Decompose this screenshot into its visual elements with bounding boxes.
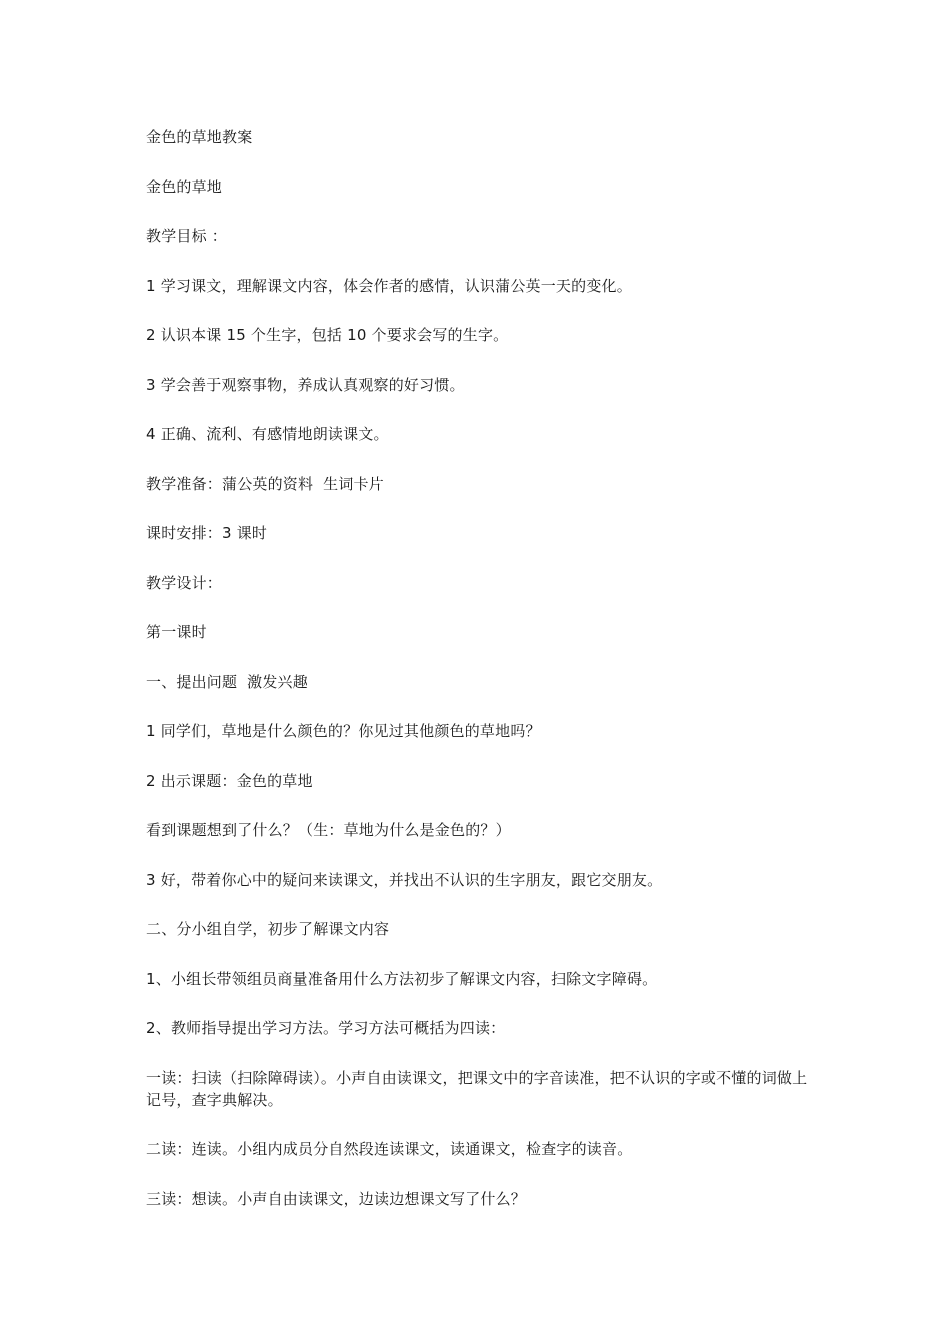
- section-2-item-1: 1、小组长带领组员商量准备用什么方法初步了解课文内容，扫除文字障碍。: [146, 969, 658, 988]
- section-1-note: 看到课题想到了什么？（生：草地为什么是金色的？）: [146, 821, 511, 839]
- document-title: 金色的草地教案: [146, 128, 253, 146]
- first-lesson-heading: 第一课时: [146, 623, 207, 641]
- teaching-design-heading: 教学设计：: [146, 573, 223, 592]
- section-2-item-2: 2、教师指导提出学习方法。学习方法可概括为四读：: [146, 1019, 506, 1037]
- document-body: [146, 126, 816, 1237]
- teaching-preparation: 教学准备：蒲公英的资料 生词卡片: [146, 474, 384, 493]
- reading-step-2: 二读：连读。小组内成员分自然段连读课文，读通课文，检查字的读音。: [146, 1140, 633, 1158]
- lesson-title: 金色的草地: [146, 177, 223, 196]
- class-schedule: 课时安排：3 课时: [146, 524, 268, 542]
- section-1-item-3: 3 好，带着你心中的疑问来读课文，并找出不认识的生字朋友，跟它交朋友。: [146, 870, 663, 889]
- teaching-goals-heading: 教学目标 ：: [146, 227, 227, 245]
- reading-step-1: 一读：扫读（扫除障碍读）。小声自由读课文，把课文中的字音读准，把不认识的字或不懂的词做上记号，查字典解决。: [146, 1068, 808, 1109]
- goal-item-4: 4 正确、流利、有感情地朗读课文。: [146, 425, 389, 443]
- section-1-heading: 一、提出问题 激发兴趣: [146, 672, 308, 691]
- section-2-heading: 二、分小组自学，初步了解课文内容: [146, 920, 390, 938]
- section-1-item-1: 1 同学们，草地是什么颜色的？你见过其他颜色的草地吗？: [146, 722, 541, 740]
- goal-item-3: 3 学会善于观察事物，养成认真观察的好习惯。: [146, 375, 465, 394]
- reading-step-3: 三读：想读。小声自由读课文，边读边想课文写了什么？: [146, 1189, 527, 1208]
- goal-item-1: 1 学习课文，理解课文内容，体会作者的感情，认识蒲公英一天的变化。: [146, 276, 632, 295]
- goal-item-2: 2 认识本课 15 个生字，包括 10 个要求会写的生字。: [146, 326, 509, 344]
- section-1-item-2: 2 出示课题：金色的草地: [146, 771, 313, 790]
